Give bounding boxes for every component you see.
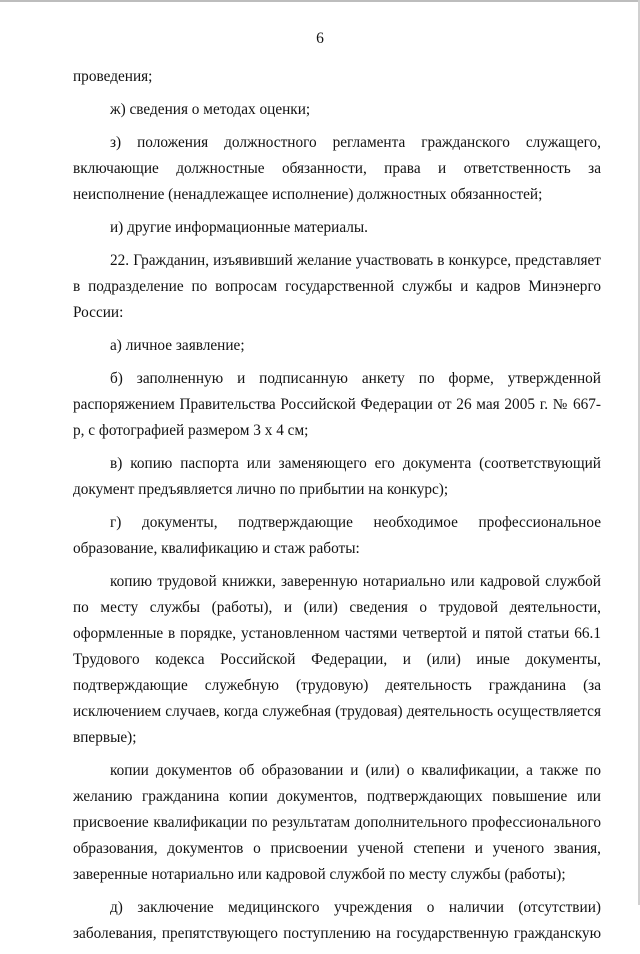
document-body: [73, 64, 601, 954]
list-item-g-employment-record: копию трудовой книжки, заверенную нотариально или кадровой службой по месту службы (работы), и (или) сведения о трудовой деятельности, оформленные в порядке, установленном частями четвертой и пятой статьи 66.1 Трудового кодекса Российской Федерации, и (или) иные документы, подтверждающие служебную (трудовую) деятельность гражданина (за исключением случаев, когда служебная (трудовая) деятельность осуществляется впервые);: [73, 573, 601, 746]
page-number: 6: [316, 30, 324, 47]
list-item-z: з) положения должностного регламента гражданского служащего, включающие должностные обязанности, права и ответственность за неисполнение (ненадлежащее исполнение) должностных обязанностей;: [73, 134, 601, 203]
paragraph-continuation: проведения;: [73, 68, 153, 85]
list-item-b: б) заполненную и подписанную анкету по форме, утвержденной распоряжением Правительства Российской Федерации от 26 мая 2005 г. № 667-р, с фотографией размером 3 х 4 см;: [73, 370, 601, 439]
clause-22: 22. Гражданин, изъявивший желание участвовать в конкурсе, представляет в подразделение по вопросам государственной службы и кадров Минэнерго России:: [73, 252, 601, 321]
list-item-g: г) документы, подтверждающие необходимое профессиональное образование, квалификацию и стаж работы:: [73, 514, 601, 557]
scan-top-edge: [0, 0, 640, 2]
list-item-g-education-docs: копии документов об образовании и (или) о квалификации, а также по желанию гражданина копии документов, подтверждающих повышение или присвоение квалификации по результатам дополнительного профессионального образования, документов о присвоении ученой степени и ученого звания, заверенные нотариально или кадровой службой по месту службы (работы);: [73, 762, 601, 883]
list-item-v: в) копию паспорта или заменяющего его документа (соответствующий документ предъявляется лично по прибытии на конкурс);: [73, 455, 601, 498]
list-item-i: и) другие информационные материалы.: [110, 219, 368, 236]
list-item-d: д) заключение медицинского учреждения о наличии (отсутствии) заболевания, препятствующего поступлению на государственную гражданскую: [73, 899, 601, 942]
list-item-zh: ж) сведения о методах оценки;: [110, 101, 311, 118]
list-item-a: а) личное заявление;: [110, 337, 245, 354]
